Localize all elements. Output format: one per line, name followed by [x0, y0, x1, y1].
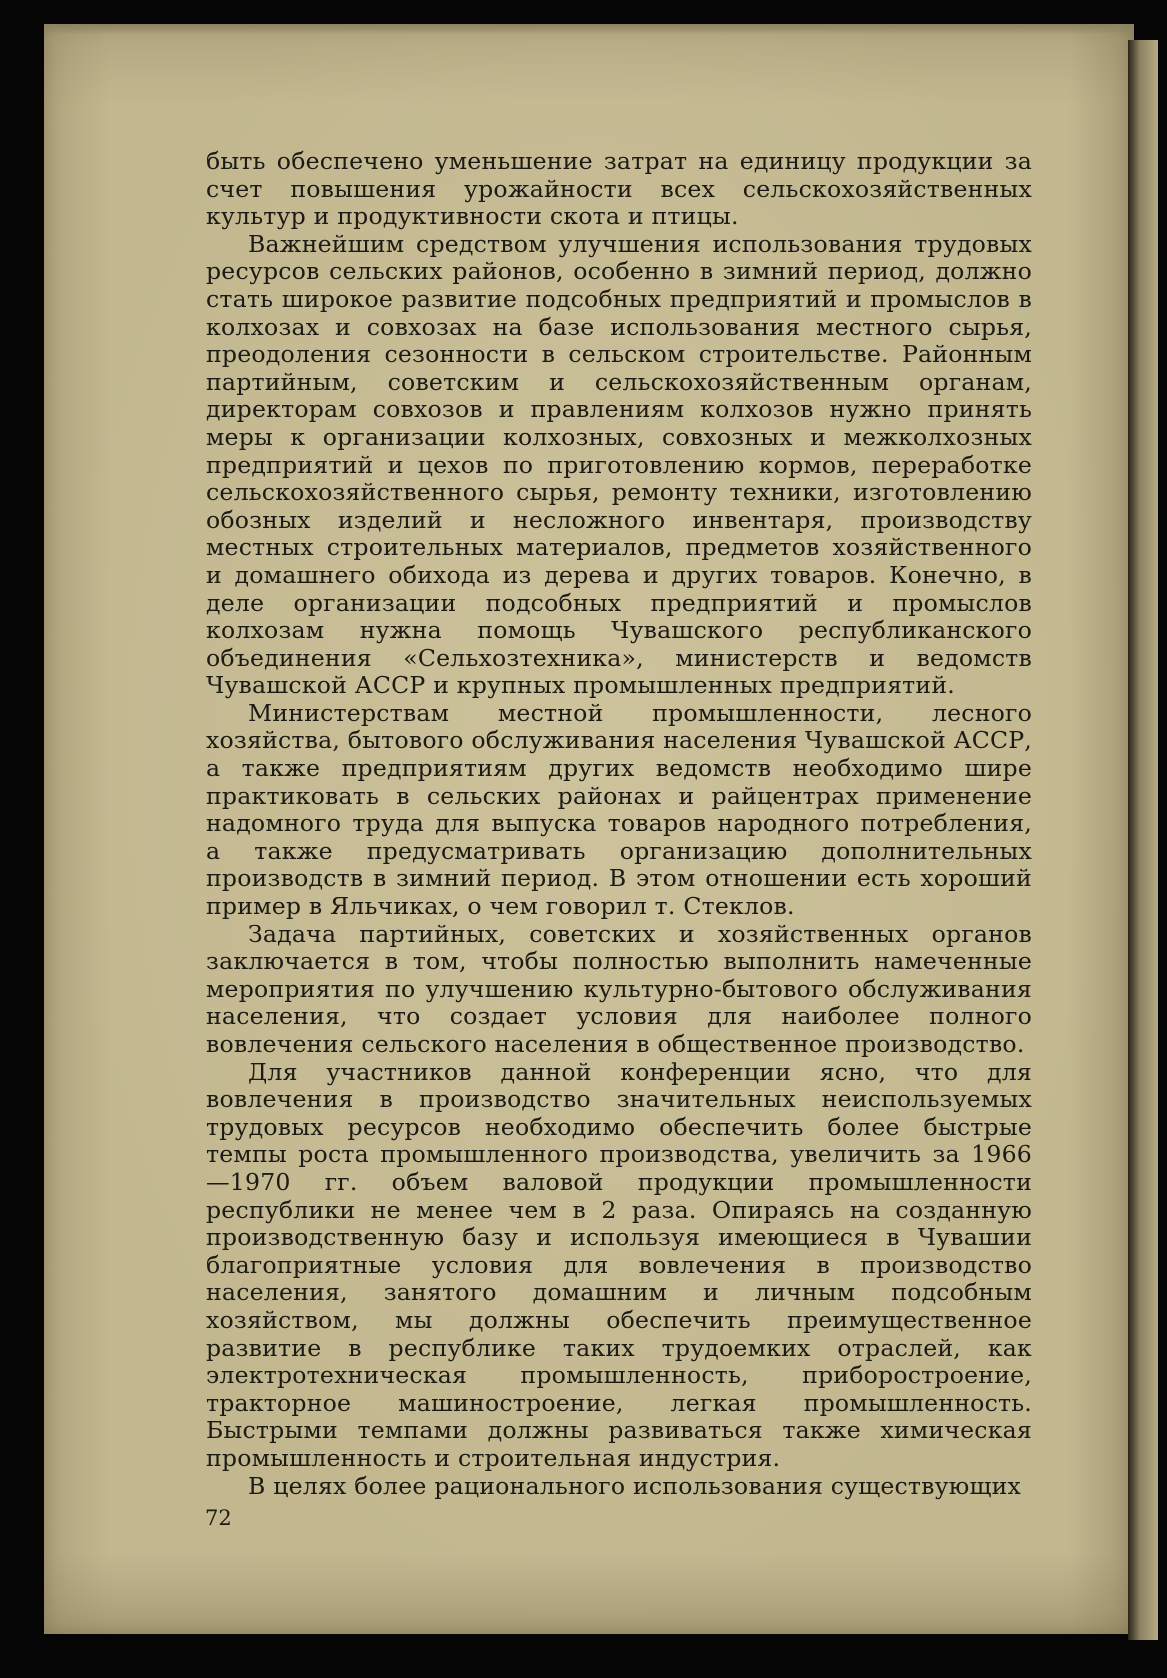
- paragraph-1: быть обеспечено уменьшение затрат на единицу продукции за счет повышения урожайности всех сельскохозяйственных культур и продуктивности скота и птицы.: [206, 147, 1032, 231]
- paragraph-2: Важнейшим средством улучшения использования трудовых ресурсов сельских районов, особенно в зимний период, должно стать широкое развитие подсобных предприятий и промыслов в колхозах и совхозах на базе использования местного сырья, преодоления сезонности в сельском строительстве. Районным партийным, советским и сельскохозяйственным органам, директорам совхозов и правлениям колхозов нужно принять меры к организации колхозных, совхозных и межколхозных предприятий и цехов по приготовлению кормов, переработке сельскохозяйственного сырья, ремонту техники, изготовлению обозных изделий и несложного инвентаря, производству местных строительных материалов, предметов хозяйственного и домашнего обихода из дерева и других товаров. Конечно, в деле организации подсобных предприятий и промыслов колхозам нужна помощь Чувашского республиканского объединения «Сельхозтехника», министерств и ведомств Чувашской АССР и крупных промышленных предприятий.: [206, 229, 1032, 700]
- page-top-edge: [44, 24, 1134, 34]
- paragraph-6: В целях более рационального использования существующих: [248, 1471, 1022, 1500]
- body-text: [206, 148, 1032, 1500]
- paragraph-4: Задача партийных, советских и хозяйственных органов заключается в том, чтобы полностью выполнить намеченные мероприятия по улучшению культурно-бытового обслуживания населения, что создает условия для наиболее полного вовлечения сельского населения в общественное производство.: [206, 919, 1032, 1058]
- paragraph-3: Министерствам местной промышленности, лесного хозяйства, бытового обслуживания населения Чувашской АССР, а также предприятиям других ведомств необходимо шире практиковать в сельских районах и райцентрах применение надомного труда для выпуска товаров народного потребления, а также предусматривать организацию дополнительных производств в зимний период. В этом отношении есть хороший пример в Яльчиках, о чем говорил т. Стеклов.: [206, 698, 1032, 921]
- paragraph-5: Для участников данной конференции ясно, что для вовлечения в производство значительных неиспользуемых трудовых ресурсов необходимо обеспечить более быстрые темпы роста промышленного производства, увеличить за 1966—1970 гг. объем валовой продукции промышленности республики не менее чем в 2 раза. Опираясь на созданную производственную базу и используя имеющиеся в Чувашии благоприятные условия для вовлечения в производство населения, занятого домашним и личным подсобным хозяйством, мы должны обеспечить преимущественное развитие в республике таких трудоемких отраслей, как электротехническая промышленность, приборостроение, тракторное машиностроение, легкая промышленность. Быстрыми темпами должны развиваться также химическая промышленность и строительная индустрия.: [206, 1057, 1032, 1472]
- page-spine-edge: [1128, 40, 1158, 1640]
- page-number: 72: [205, 1506, 232, 1530]
